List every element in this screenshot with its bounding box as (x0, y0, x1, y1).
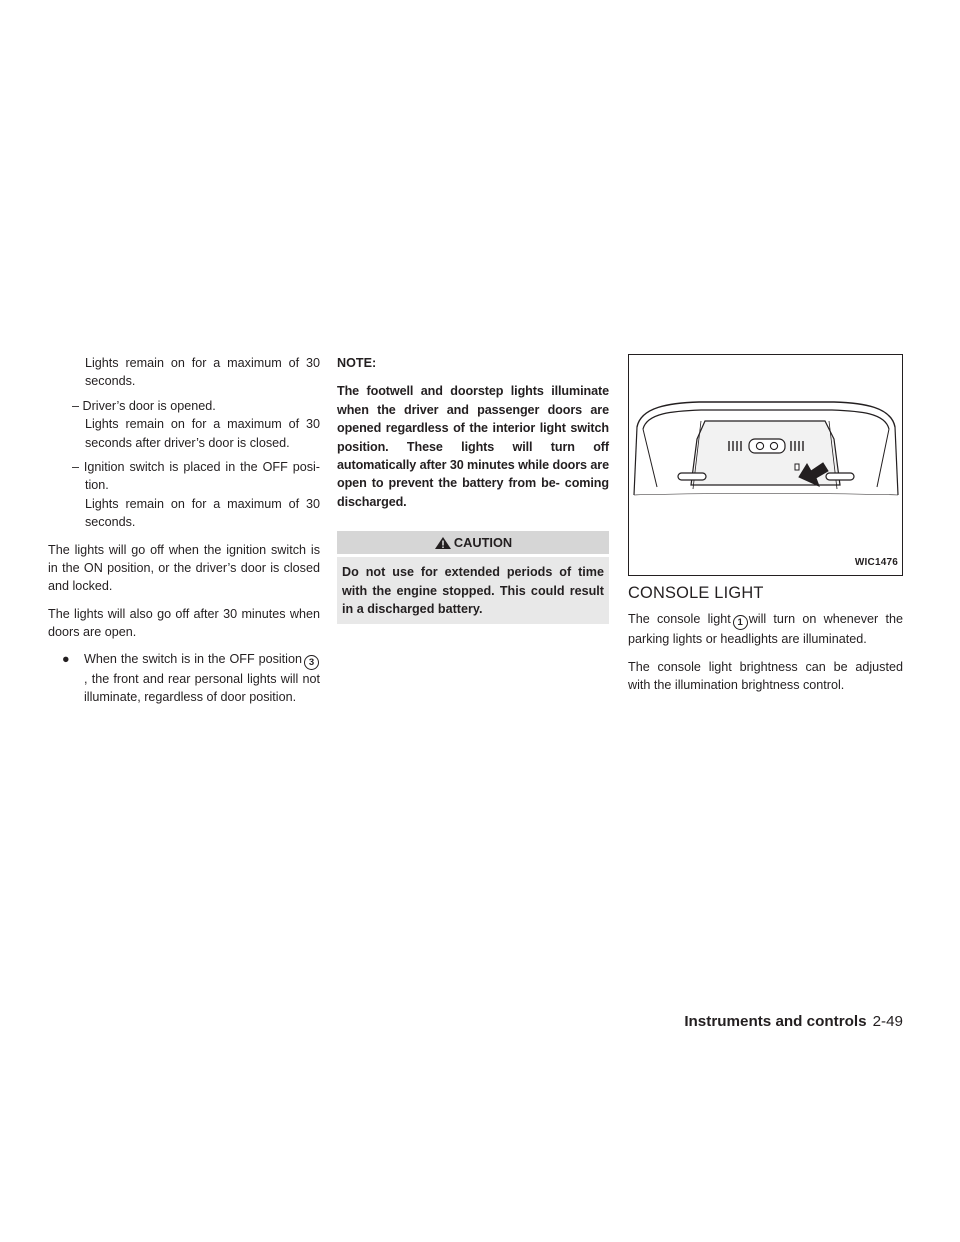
dash-item-drivers-door: – Driver’s door is opened. (72, 398, 216, 413)
caution-header (337, 531, 609, 554)
paragraph-console-light (628, 610, 903, 648)
figure-code: WIC1476 (854, 556, 898, 568)
caution-heading: CAUTION (453, 534, 513, 550)
caution-body: Do not use for extended periods of time with the engine stopped. This could result in a discharged battery. (337, 557, 609, 624)
page-number: 2-49 (872, 1013, 903, 1030)
dash-item-ignition-off-detail: Lights remain on for a maximum of 30 seconds. (85, 496, 320, 530)
paragraph-text-before: The console light (628, 612, 731, 627)
dash-item-ignition-off: – Ignition switch is placed in the OFF posi- tion. (72, 460, 320, 493)
continued-text: Lights remain on for a maximum of 30 seconds. (85, 356, 320, 389)
paragraph-lights-timeout: The lights will also go off after 30 minutes when doors are open. (48, 606, 320, 640)
dash-item-drivers-door-detail: Lights remain on for a maximum of 30 seconds after driver’s door is closed. (85, 417, 320, 450)
bullet-icon: ● (62, 651, 70, 666)
callout-number-icon: 3 (304, 655, 319, 670)
paragraph-lights-off: The lights will go off when the ignition switch is in the ON position, or the driver’s door is closed and locked. (48, 542, 320, 594)
left-column (48, 354, 320, 707)
console-light-illustration (629, 355, 902, 575)
right-column (628, 354, 903, 695)
console-light-figure (628, 354, 903, 576)
note-body: The footwell and doorstep lights illuminate when the driver and passenger doors are opened regardless of the interior light switch position. These lights will turn off automatically after 30 minutes while doors are open to prevent the battery from be- coming discharged. (337, 384, 609, 509)
note-heading: NOTE: (337, 356, 377, 370)
caution-box (337, 531, 609, 624)
middle-column (337, 354, 609, 624)
warning-icon (434, 536, 452, 550)
paragraph-text-after: will turn on whenever the parking lights or headlights are illuminated. (628, 612, 903, 647)
bullet-text-after: , the front and rear personal lights will not illuminate, regardless of door position. (84, 671, 320, 705)
paragraph-brightness: The console light brightness can be adjusted with the illumination brightness control. (628, 659, 903, 693)
page-footer (684, 1013, 903, 1030)
bullet-text-before: When the switch is in the OFF position (84, 651, 302, 666)
bullet-off-position (48, 650, 320, 707)
callout-number-icon: 1 (733, 615, 748, 630)
section-title: CONSOLE LIGHT (628, 584, 764, 602)
footer-section-name: Instruments and controls (684, 1013, 867, 1030)
